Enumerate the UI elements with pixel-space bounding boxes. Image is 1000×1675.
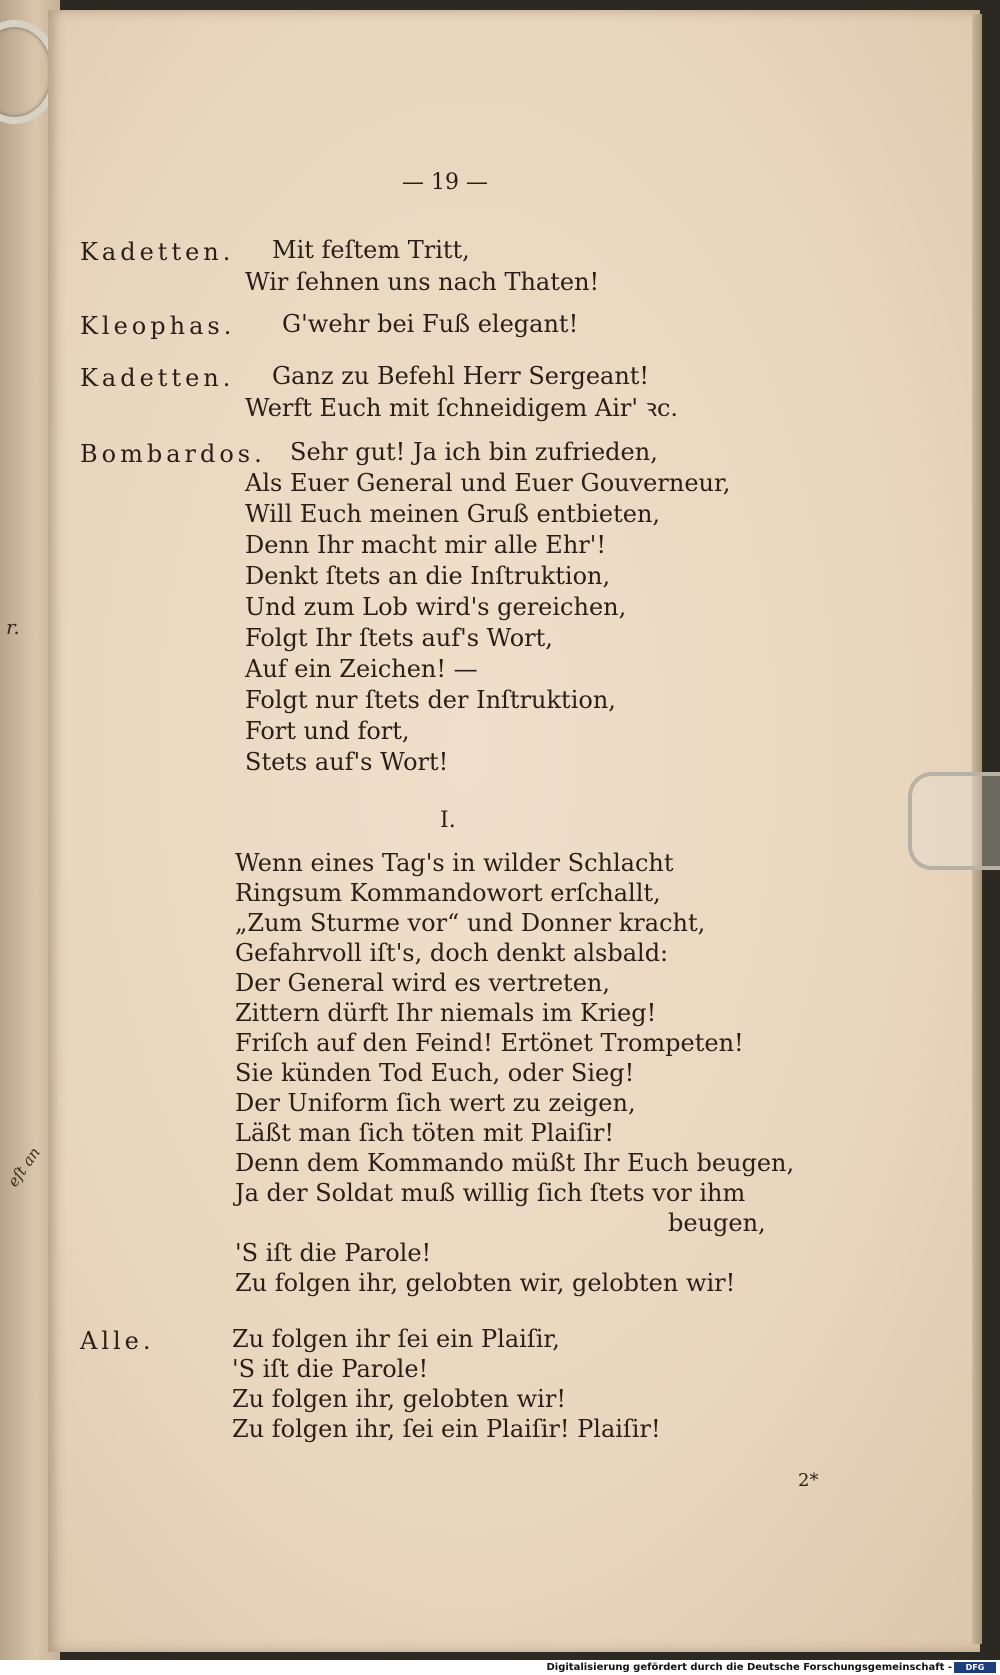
speaker-label: Kadetten. (80, 238, 235, 266)
text-line: Denn Ihr macht mir alle Ehr'! (245, 531, 606, 559)
text-line: Stets auf's Wort! (245, 748, 449, 776)
text-line: Wir ſehnen uns nach Thaten! (245, 268, 600, 296)
verse-line: Ja der Soldat muß willig ſich ſtets vor ihm (235, 1179, 746, 1207)
speaker-label: Kleophas. (80, 312, 236, 340)
verse-line: Denn dem Kommando müßt Ihr Euch beugen, (235, 1149, 795, 1177)
text-line: Folgt nur ſtets der Inſtruktion, (245, 686, 616, 714)
verse-line: Der Uniform ſich wert zu zeigen, (235, 1089, 636, 1117)
verse-number: I. (440, 808, 456, 833)
verse-line: Der General wird es vertreten, (235, 969, 610, 997)
text-line: Werft Euch mit ſchneidigem Air' ꝛc. (245, 394, 679, 422)
text-line: Fort und fort, (245, 717, 410, 745)
verse-line: beugen, (668, 1209, 766, 1237)
footer-credit: Digitalisierung gefördert durch die Deutsche Forschungsgemeinschaft - (546, 1662, 952, 1673)
text-line: Auf ein Zeichen! — (245, 655, 478, 683)
verse-line: Zu folgen ihr, gelobten wir, gelobten wir! (235, 1269, 736, 1297)
verse-line: Zittern dürft Ihr niemals im Krieg! (235, 999, 657, 1027)
text-line: Sehr gut! Ja ich bin zufrieden, (290, 438, 658, 466)
dfg-logo[interactable]: DFG (954, 1662, 996, 1673)
verse-line: Läßt man ſich töten mit Plaiſir! (235, 1119, 615, 1147)
speaker-label: Bombardos. (80, 440, 266, 468)
verse-line: Friſch auf den Feind! Ertönet Trompeten! (235, 1029, 744, 1057)
signature-mark: 2* (798, 1470, 819, 1491)
text-line: Als Euer General und Euer Gouverneur, (245, 469, 731, 497)
text-line: Und zum Lob wird's gereichen, (245, 593, 627, 621)
chorus-line: Zu folgen ihr, ſei ein Plaiſir! Plaiſir! (232, 1415, 661, 1443)
left-margin-fragment: eſt an (3, 1143, 44, 1191)
speaker-label: Kadetten. (80, 364, 235, 392)
text-line: G'wehr bei Fuß elegant! (282, 310, 579, 338)
chorus-line: Zu folgen ihr, gelobten wir! (232, 1385, 566, 1413)
text-line: Mit feſtem Tritt, (272, 236, 470, 264)
text-line: Folgt Ihr ſtets auf's Wort, (245, 624, 553, 652)
text-line: Denkt ſtets an die Inſtruktion, (245, 562, 611, 590)
page-number: — 19 — (402, 170, 488, 195)
chorus-line: Zu folgen ihr ſei ein Plaiſir, (232, 1325, 560, 1353)
verse-line: 'S iſt die Parole! (235, 1239, 432, 1267)
verse-line: Ringsum Kommandowort erſchallt, (235, 879, 661, 907)
text-line: Ganz zu Befehl Herr Sergeant! (272, 362, 650, 390)
verse-line: Wenn eines Tag's in wilder Schlacht (235, 849, 674, 877)
text-line: Will Euch meinen Gruß entbieten, (245, 500, 661, 528)
paper-clip (908, 772, 1000, 870)
left-margin-fragment: r. (6, 615, 20, 639)
verse-line: Gefahrvoll iſt's, doch denkt alsbald: (235, 939, 669, 967)
verse-line: „Zum Sturme vor“ und Donner kracht, (235, 909, 706, 937)
verse-line: Sie künden Tod Euch, oder Sieg! (235, 1059, 635, 1087)
speaker-label: Alle. (80, 1327, 155, 1355)
chorus-line: 'S iſt die Parole! (232, 1355, 429, 1383)
